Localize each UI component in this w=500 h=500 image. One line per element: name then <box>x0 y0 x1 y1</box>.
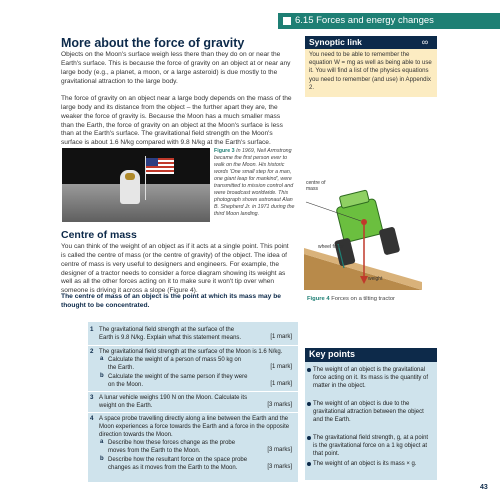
key-point-text: The weight of an object is due to the gravitational attraction between the object and the Earth. <box>313 401 424 424</box>
question-2-number: 2 <box>90 348 94 355</box>
section-header <box>278 13 500 29</box>
question-4a-text: Describe how these forces change as the probe moves from the Earth to the Moon. <box>108 440 236 454</box>
main-heading: More about the force of gravity <box>61 36 245 50</box>
figure-4-label: Figure 4 <box>307 296 330 302</box>
key-point-item <box>313 400 433 425</box>
question-1-mark: [1 mark] <box>270 334 292 340</box>
question-2a-letter: a <box>100 356 104 362</box>
flag-canton <box>146 158 158 166</box>
question-2-text: The gravitational field strength at the surface of the Moon is 1.6 N/kg. <box>99 349 283 355</box>
key-point-item <box>313 366 433 391</box>
key-points-title: Key points <box>309 349 356 359</box>
key-point-text: The gravitational field strength, g, at a point is the gravitational force on a 1 kg object at that point. <box>313 435 429 458</box>
key-point-text: The weight of an object is its mass × g. <box>313 461 417 467</box>
figure-3-caption <box>214 148 296 218</box>
figure-3-text: In 1969, Neil Armstrong became the first person ever to walk on the Moon. His historic words 'One small step for a man, one giant leap for mankind', were transmitted to mission control and were broadcast worldwide. This photograph shows astronaut Alan B. Shepherd Jr. in 1971 during the third Moon landing. <box>214 148 295 217</box>
question-4-number: 4 <box>90 415 94 422</box>
question-4a-mark: [3 marks] <box>267 447 292 453</box>
figure-4-caption <box>307 296 395 302</box>
question-3-number: 3 <box>90 394 94 401</box>
question-2b-text: Calculate the weight of the same person if they were on the Moon. <box>108 374 248 388</box>
section-title: 6.15 Forces and energy changes <box>295 15 434 26</box>
question-4-text: A space probe travelling directly along a line between the Earth and the Moon experiences a force towards the Earth and a force in the opposite direction towards the Moon. <box>99 416 290 438</box>
question-2b-mark: [1 mark] <box>270 381 292 387</box>
astronaut-visor <box>125 173 135 180</box>
question-3-mark: [3 marks] <box>267 402 292 408</box>
question-1-number: 1 <box>90 326 94 333</box>
paragraph-3: You can think of the weight of an object as if it acts at a single point. This point is called the centre of mass (or the centre of gravity) of the object. The idea of centre of mass is very useful to designers and engineers. For example, the designer of a tractor needs to consider a force diagram showing its weight as well as all the other forces acting on it to make sure it won't tip over when someone is driving it across a slope (Figure 4). <box>61 243 289 295</box>
key-statement: The centre of mass of an object is the point at which its mass may be thought to be concentrated. <box>61 293 281 309</box>
question-3-text: A lunar vehicle weighs 190 N on the Moon. Calculate its weight on the Earth. <box>99 395 248 409</box>
centre-of-mass-heading: Centre of mass <box>61 229 137 241</box>
question-divider <box>88 345 298 346</box>
question-4b-mark: [3 marks] <box>267 464 292 470</box>
moon-photo <box>62 148 210 222</box>
synoptic-link-title: Synoptic link <box>309 37 362 47</box>
bullet-icon <box>307 436 311 440</box>
weight-label: weight <box>368 276 383 282</box>
key-point-item <box>313 460 433 468</box>
question-2b-letter: b <box>100 373 104 379</box>
figure-4-text: Forces on a tilting tractor <box>331 296 395 302</box>
questions-box <box>88 322 298 482</box>
tractor-diagram <box>304 178 422 290</box>
key-points-box <box>305 348 437 480</box>
synoptic-link-header <box>305 36 437 49</box>
paragraph-1: Objects on the Moon's surface weigh less there than they do on or near the Earth's surface. This is because the force of gravity on an object at or near any large body (e.g., a planet, a moon, or a large asteroid) is due mostly to the gravitational attraction to the large body. <box>61 51 291 85</box>
question-4b-text: Describe how the resultant force on the space probe changes as it moves from the Earth to the Moon. <box>108 457 248 471</box>
wheel-force-label: wheel force <box>318 244 344 250</box>
synoptic-link-text: You need to be able to remember the equation W = mg as well as being able to use it. You will find a list of the physics equations you need to remember (and use) in Appendix 2. <box>305 49 437 97</box>
centre-of-mass-label: centre of mass <box>306 180 326 192</box>
bullet-icon <box>307 462 311 466</box>
chain-link-icon: ∞ <box>421 37 429 47</box>
question-divider <box>88 412 298 413</box>
tractor-svg <box>304 178 422 290</box>
synoptic-link-box <box>305 36 437 94</box>
key-point-item <box>313 434 433 459</box>
question-divider <box>88 391 298 392</box>
paragraph-2: The force of gravity on an object near a large body depends on the mass of the large body and its distance from the object – the further apart they are, the weaker the force of gravity is. Because the Moon has a much smaller mass than the Earth, the force of gravity on an object at the Moon's surface is less than at the Earth's surface. The gravitational field strength on the Moon's surface is about 1.6 N/kg compared with 9.8 N/kg at the Earth's surface. <box>61 95 292 147</box>
page-number: 43 <box>480 484 488 491</box>
figure-3-label: Figure 3 <box>214 148 235 154</box>
question-4a-letter: a <box>100 439 104 445</box>
bullet-icon <box>307 402 311 406</box>
question-4b-letter: b <box>100 456 104 462</box>
bullet-icon <box>307 368 311 372</box>
question-1-text: The gravitational field strength at the surface of the Earth is 9.8 N/kg. Explain what this statement means. <box>99 327 242 341</box>
key-point-text: The weight of an object is the gravitational force acting on it. Its mass is the quantity of matter in the object. <box>313 367 429 390</box>
header-square-icon <box>283 17 291 25</box>
question-2a-text: Calculate the weight of a person of mass 50 kg on the Earth. <box>108 357 242 371</box>
key-points-header <box>305 348 437 362</box>
question-2a-mark: [1 mark] <box>270 364 292 370</box>
